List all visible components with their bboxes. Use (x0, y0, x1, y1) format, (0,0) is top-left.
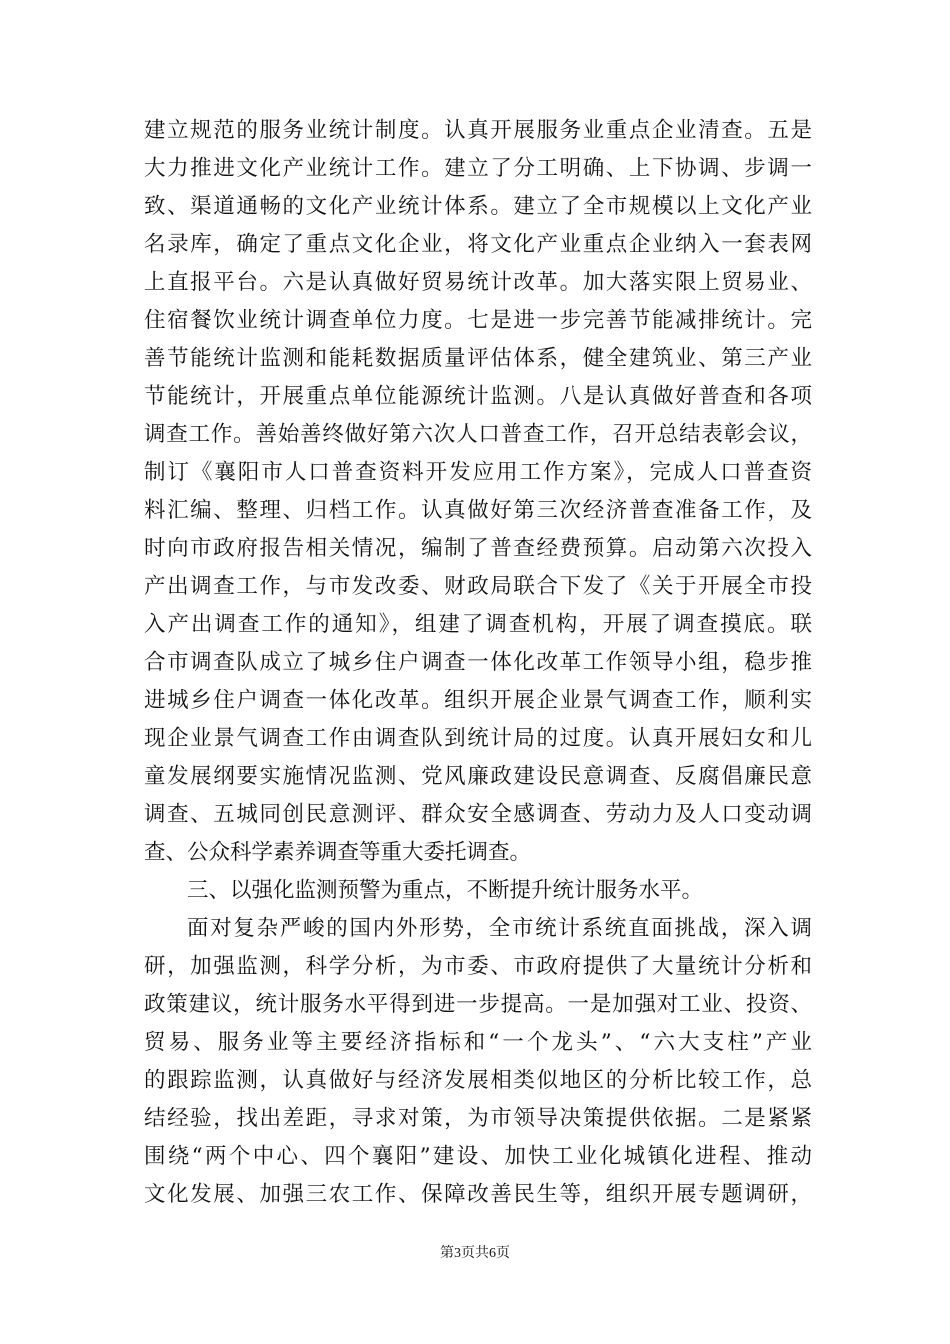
text-line: 文化发展、加强三农工作、保障改善民生等，组织开展专题调研， (144, 1182, 812, 1207)
text-line: 住宿餐饮业统计调查单位力度。七是进一步完善节能减排统计。完 (144, 308, 812, 333)
text-line: 围绕“两个中心、四个襄阳”建设、加快工业化城镇化进程、推动 (144, 1144, 812, 1169)
text-line: 上直报平台。六是认真做好贸易统计改革。加大落实限上贸易业、 (144, 270, 812, 295)
text-line: 节能统计，开展重点单位能源统计监测。八是认真做好普查和各项 (144, 384, 812, 409)
text-line: 政策建议，统计服务水平得到进一步提高。一是加强对工业、投资、 (144, 992, 812, 1017)
text-line: 面对复杂严峻的国内外形势，全市统计系统直面挑战，深入调 (187, 916, 812, 941)
text-line: 研，加强监测，科学分析，为市委、市政府提供了大量统计分析和 (144, 954, 812, 979)
section-heading: 三、以强化监测预警为重点，不断提升统计服务水平。 (187, 878, 704, 903)
text-line: 产出调查工作，与市发改委、财政局联合下发了《关于开展全市投 (144, 574, 812, 599)
text-line: 大力推进文化产业统计工作。建立了分工明确、上下协调、步调一 (144, 156, 812, 181)
text-line: 合市调查队成立了城乡住户调查一体化改革工作领导小组，稳步推 (144, 650, 812, 675)
text-line: 现企业景气调查工作由调查队到统计局的过度。认真开展妇女和儿 (144, 726, 812, 751)
text-line: 贸易、服务业等主要经济指标和“一个龙头”、“六大支柱”产业 (144, 1030, 812, 1055)
body-text (144, 112, 812, 1214)
text-line: 调查工作。善始善终做好第六次人口普查工作，召开总结表彰会议， (144, 422, 812, 447)
text-line: 料汇编、整理、归档工作。认真做好第三次经济普查准备工作，及 (144, 498, 812, 523)
text-line: 时向市政府报告相关情况，编制了普查经费预算。启动第六次投入 (144, 536, 812, 561)
text-line: 入产出调查工作的通知》，组建了调查机构，开展了调查摸底。联 (144, 612, 812, 637)
text-line: 进城乡住户调查一体化改革。组织开展企业景气调查工作，顺利实 (144, 688, 812, 713)
text-line: 致、渠道通畅的文化产业统计体系。建立了全市规模以上文化产业 (144, 194, 812, 219)
text-line: 名录库，确定了重点文化企业，将文化产业重点企业纳入一套表网 (144, 232, 812, 257)
text-line: 善节能统计监测和能耗数据质量评估体系，健全建筑业、第三产业 (144, 346, 812, 371)
text-line: 制订《襄阳市人口普查资料开发应用工作方案》，完成人口普查资 (144, 460, 812, 485)
text-line: 查、公众科学素养调查等重大委托调查。 (144, 840, 532, 865)
text-line: 结经验，找出差距，寻求对策，为市领导决策提供依据。二是紧紧 (144, 1106, 812, 1131)
text-line: 建立规范的服务业统计制度。认真开展服务业重点企业清查。五是 (144, 118, 812, 143)
text-line: 的跟踪监测，认真做好与经济发展相类似地区的分析比较工作，总 (144, 1068, 812, 1093)
text-line: 调查、五城同创民意测评、群众安全感调查、劳动力及人口变动调 (144, 802, 812, 827)
page-number: 第3页共6页 (440, 1246, 510, 1261)
text-line: 童发展纲要实施情况监测、党风廉政建设民意调查、反腐倡廉民意 (144, 764, 812, 789)
